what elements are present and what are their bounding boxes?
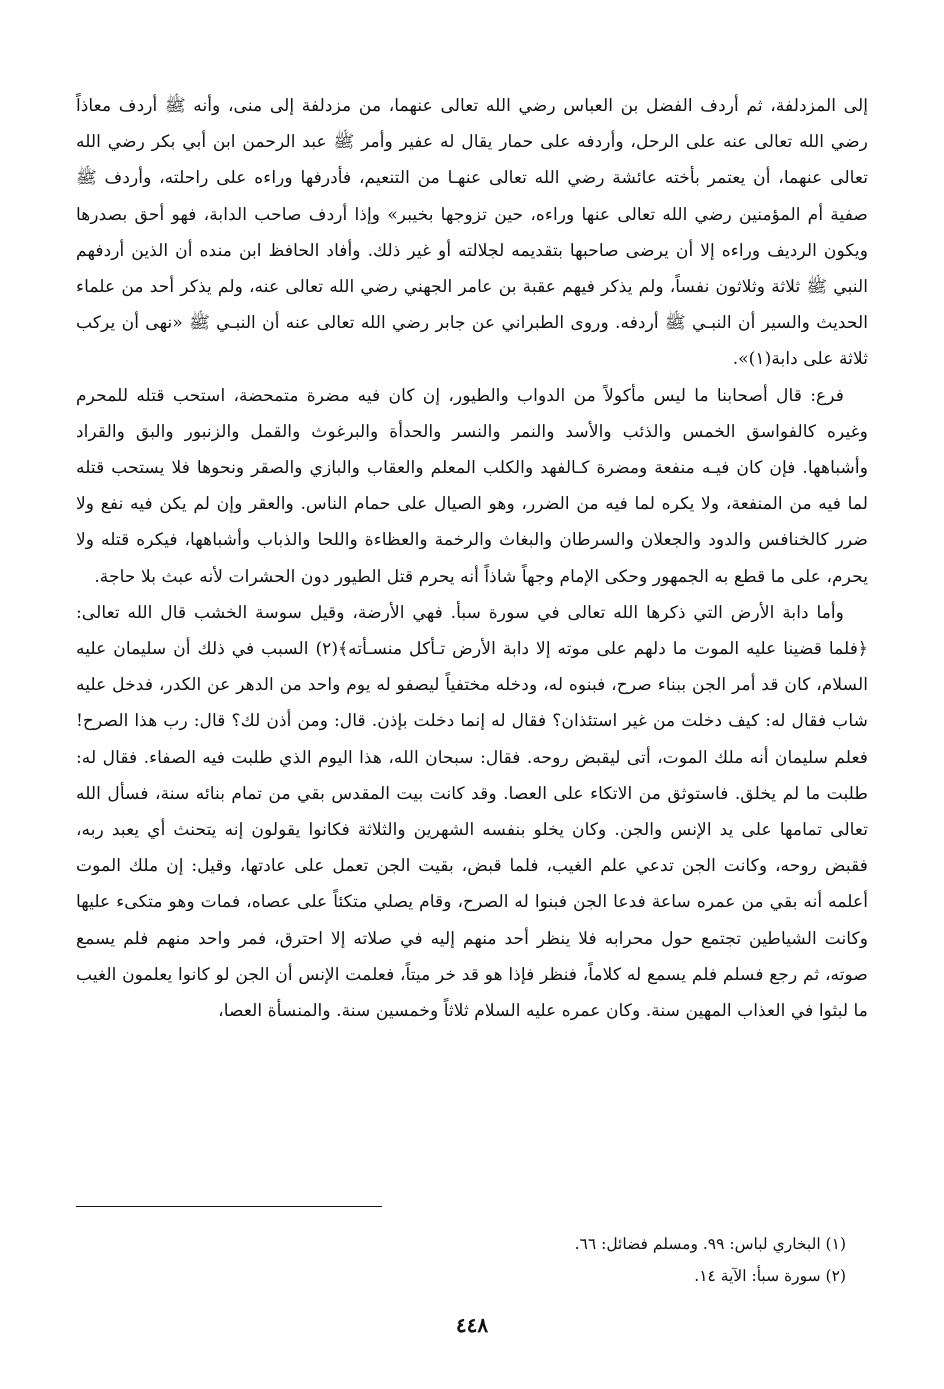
paragraph-earth-creature: وأما دابة الأرض التي ذكرها الله تعالى في سورة سبأ. فهي الأرضة، وقيل سوسة الخشب قال الله تعالى: ﴿فلما قضينا عليه الموت ما دلهم على موته إلا دابة الأرض تـأكل منسـأته﴾(٢) السبب في ذلك أن سليمان عليه السلام، كان قد أمر الجن ببناء صرح، فبنوه له، ودخله مختفياً ليصفو له يوم واحد من الدهر عن الكدر، فدخل عليه شاب فقال له: كيف دخلت من غير استئذان؟ فقال له إنما دخلت بإذن. قال: ومن أذن لك؟ قال: رب هذا الصرح! فعلم سليمان أنه ملك الموت، أتى ليقبض روحه. فقال: سبحان الله، هذا اليوم الذي طلبت فيه الصفاء. فقال له: طلبت ما لم يخلق. فاستوثق من الاتكاء على العصا. وقد كانت بيت المقدس بقي من تمام بنائه سنة، فسأل الله تعالى تمامها على يد الإنس والجن. وكان يخلو بنفسه الشهرين والثلاثة فكانوا يقولون إنه يتحنث أي يعبد ربه، فقبض روحه، وكانت الجن تدعي علم الغيب، فلما قبض، بقيت الجن تعمل على عادتها، وقيل: إن ملك الموت أعلمه أنه بقي من عمره ساعة فدعا الجن فبنوا له الصرح، وقام يصلي متكئاً على عصاه، فمات وهو متكىء عليها وكانت الشياطين تجتمع حول محرابه فلا ينظر أحد منهم إليه في صلاته إلا احترق، فمر واحد منهم فلم يسمع صوته، ثم رجع فسلم فلم يسمع له كلاماً، فنظر فإذا هو قد خر ميتاً، فعلمت الإنس أن الجن لو كانوا يعلمون الغيب ما لبثوا في العذاب المهين سنة. وكان عمره عليه السلام ثلاثاً وخمسين سنة. والمنسأة العصا،: [76, 602, 868, 1022]
main-text: [76, 88, 868, 1029]
footnotes: [76, 1228, 868, 1292]
footnote-1: (١) البخاري لباس: ٩٩. ومسلم فضائل: ٦٦.: [574, 1235, 846, 1253]
paragraph-branch-ruling: فرع: قال أصحابنا ما ليس مأكولاً من الدواب والطيور، إن كان فيه مضرة متمحضة، استحب قتله للمحرم وغيره كالفواسق الخمس والذئب والأسد والنمر والنسر والحدأة والبرغوث والقمل والزنبور والبق والقراد وأشباهها. فإن كان فيـه منفعة ومضرة كـالفهد والكلب المعلم والعقاب والبازي والصقر ونحوها فلا يستحب قتله لما فيه من المنفعة، ولا يكره لما فيه من الضرر، وهو الصيال على حمام الناس. والعقر وإن لم يكن فيه نفع ولا ضرر كالخنافس والدود والجعلان والسرطان والبغاث والرخمة والعظاءة واللحا والذباب وأشباهها، فيكره قتله ولا يحرم، على ما قطع به الجمهور وحكى الإمام وجهاً شاذاً أنه يحرم قتل الطيور دون الحشرات لأنه عبث بلا حاجة.: [76, 385, 868, 587]
paragraph-riding: إلى المزدلفة، ثم أردف الفضل بن العباس رضي الله تعالى عنهما، من مزدلفة إلى منى، وأنه ﷺ أردف معاذاً رضي الله تعالى عنه على الرحل، وأردفه على حمار يقال له عفير وأمر ﷺ عبد الرحمن ابن أبي بكر رضي الله تعالى عنهما، أن يعتمر بأخته عائشة رضي الله تعالى عنهـا من التنعيم، فأدرفها وراءه على راحلته، وأردف ﷺ صفية أم المؤمنين رضي الله تعالى عنها وراءه، حين تزوجها بخيبر» وإذا أردف صاحب الدابة، فهو أحق بصدرها ويكون الرديف وراءه إلا أن يرضى صاحبها بتقديمه لجلالته أو غير ذلك. وأفاد الحافظ ابن منده أن الذين أردفهم النبي ﷺ ثلاثة وثلاثون نفساً، ولم يذكر فيهم عقبة بن عامر الجهني رضي الله تعالى عنه، ولم يذكر أحد من علماء الحديث والسير أن النبـي ﷺ أردفه. وروى الطبراني عن جابر رضي الله تعالى عنه أن النبـي ﷺ «نهى أن يركب ثلاثة على دابة(١)».: [76, 96, 868, 370]
page-number: ٤٤٨: [455, 1313, 489, 1337]
footnote-divider: [76, 1206, 382, 1207]
book-page: [76, 88, 868, 1378]
footnote-2: (٢) سورة سبأ: الآية ١٤.: [694, 1267, 846, 1285]
